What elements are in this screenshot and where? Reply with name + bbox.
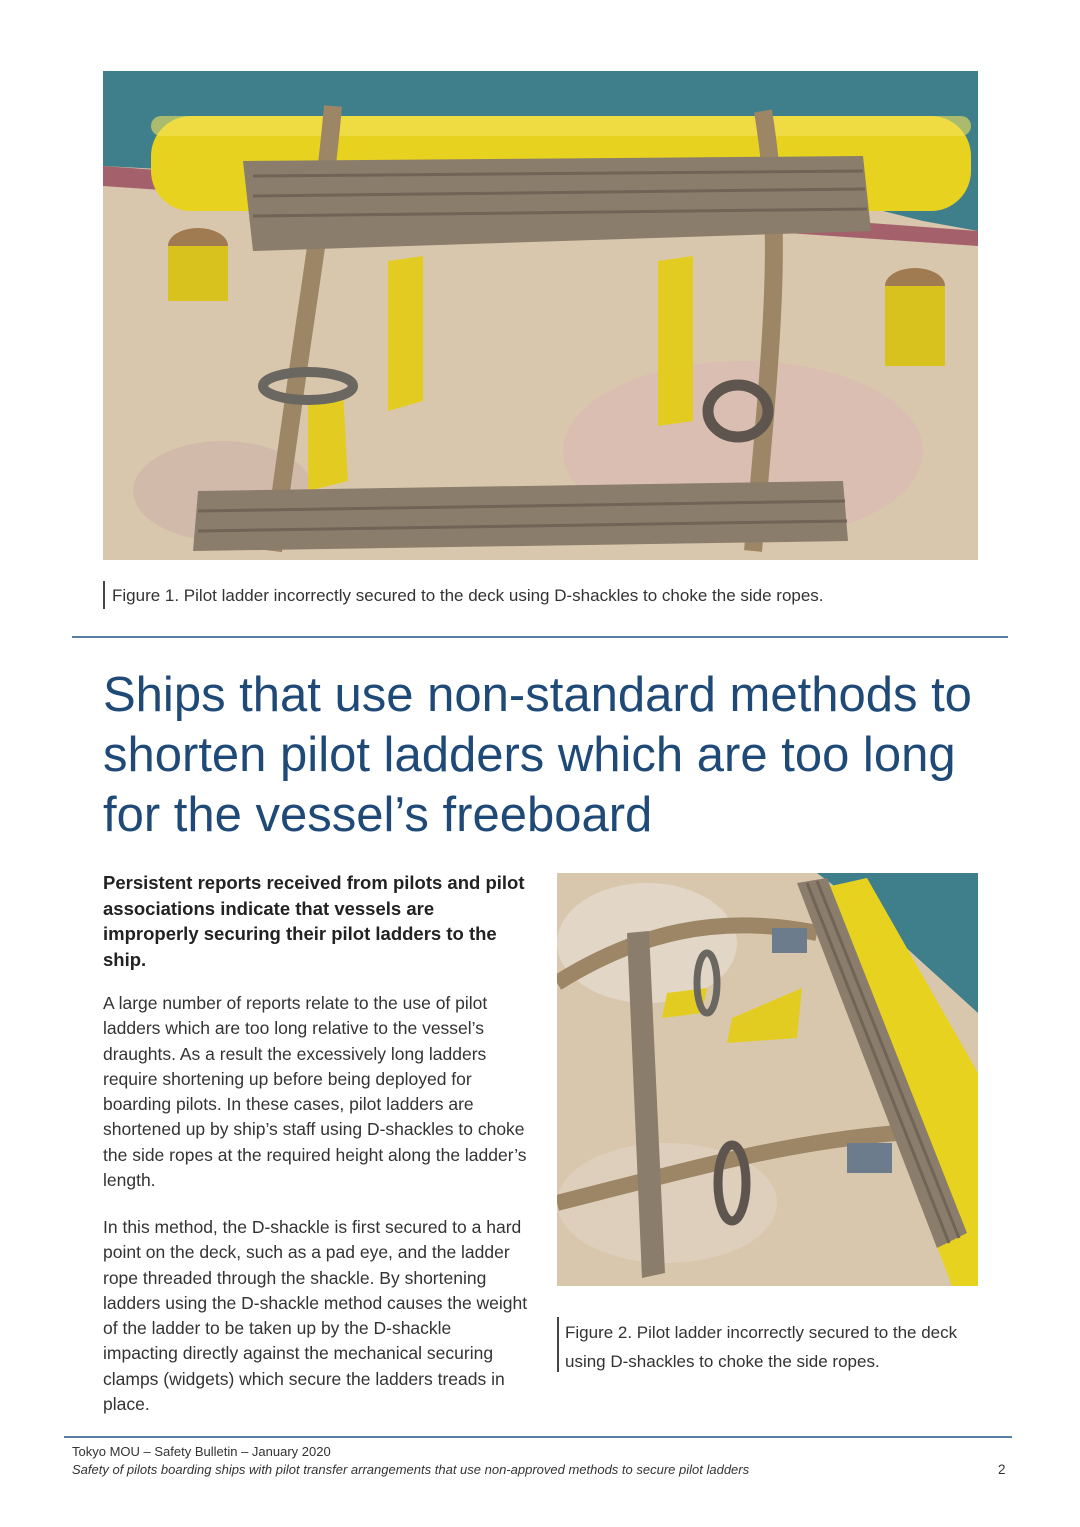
footer-divider xyxy=(64,1436,1012,1438)
figure-1-caption: Figure 1. Pilot ladder incorrectly secured to the deck using D-shackles to choke the side ropes. xyxy=(112,586,824,605)
body-paragraph: A large number of reports relate to the use of pilot ladders which are too long relative to the vessel’s draughts. As a result the excessively long ladders require shortening up before being deployed for boarding pilots. In these cases, pilot ladders are shortened up by ship’s staff using D-shackles to choke the side ropes at the required height along the ladder’s length. xyxy=(103,993,527,1191)
figure-1-photo xyxy=(103,71,978,560)
figure-2-photo xyxy=(557,873,978,1286)
lead-paragraph: Persistent reports received from pilots and pilot associations indicate that vessels are improperly securing their pilot ladders to the ship. xyxy=(103,872,525,970)
footer-document-title: Safety of pilots boarding ships with pilot transfer arrangements that use non-approved methods to secure pilot ladders xyxy=(72,1462,750,1477)
page-number: 2 xyxy=(998,1462,1006,1477)
section-divider xyxy=(72,636,1008,638)
body-paragraph: In this method, the D-shackle is first secured to a hard point on the deck, such as a pad eye, and the ladder rope threaded through the shackle. By shortening ladders using the D-shackle method causes the weight of the ladder to be taken up by the D-shackle impacting directly against the mechanical securing clamps (widgets) which secure the ladders treads in place. xyxy=(103,1217,528,1415)
caption-marker xyxy=(103,581,105,609)
section-heading: Ships that use non-standard methods to shorten pilot ladders which are too long for the vessel’s freeboard xyxy=(103,668,972,842)
footer-publication: Tokyo MOU – Safety Bulletin – January 2020 xyxy=(72,1444,331,1459)
caption-marker xyxy=(557,1317,559,1372)
figure-2-caption: Figure 2. Pilot ladder incorrectly secured to the deck using D-shackles to choke the side ropes. xyxy=(565,1323,958,1371)
